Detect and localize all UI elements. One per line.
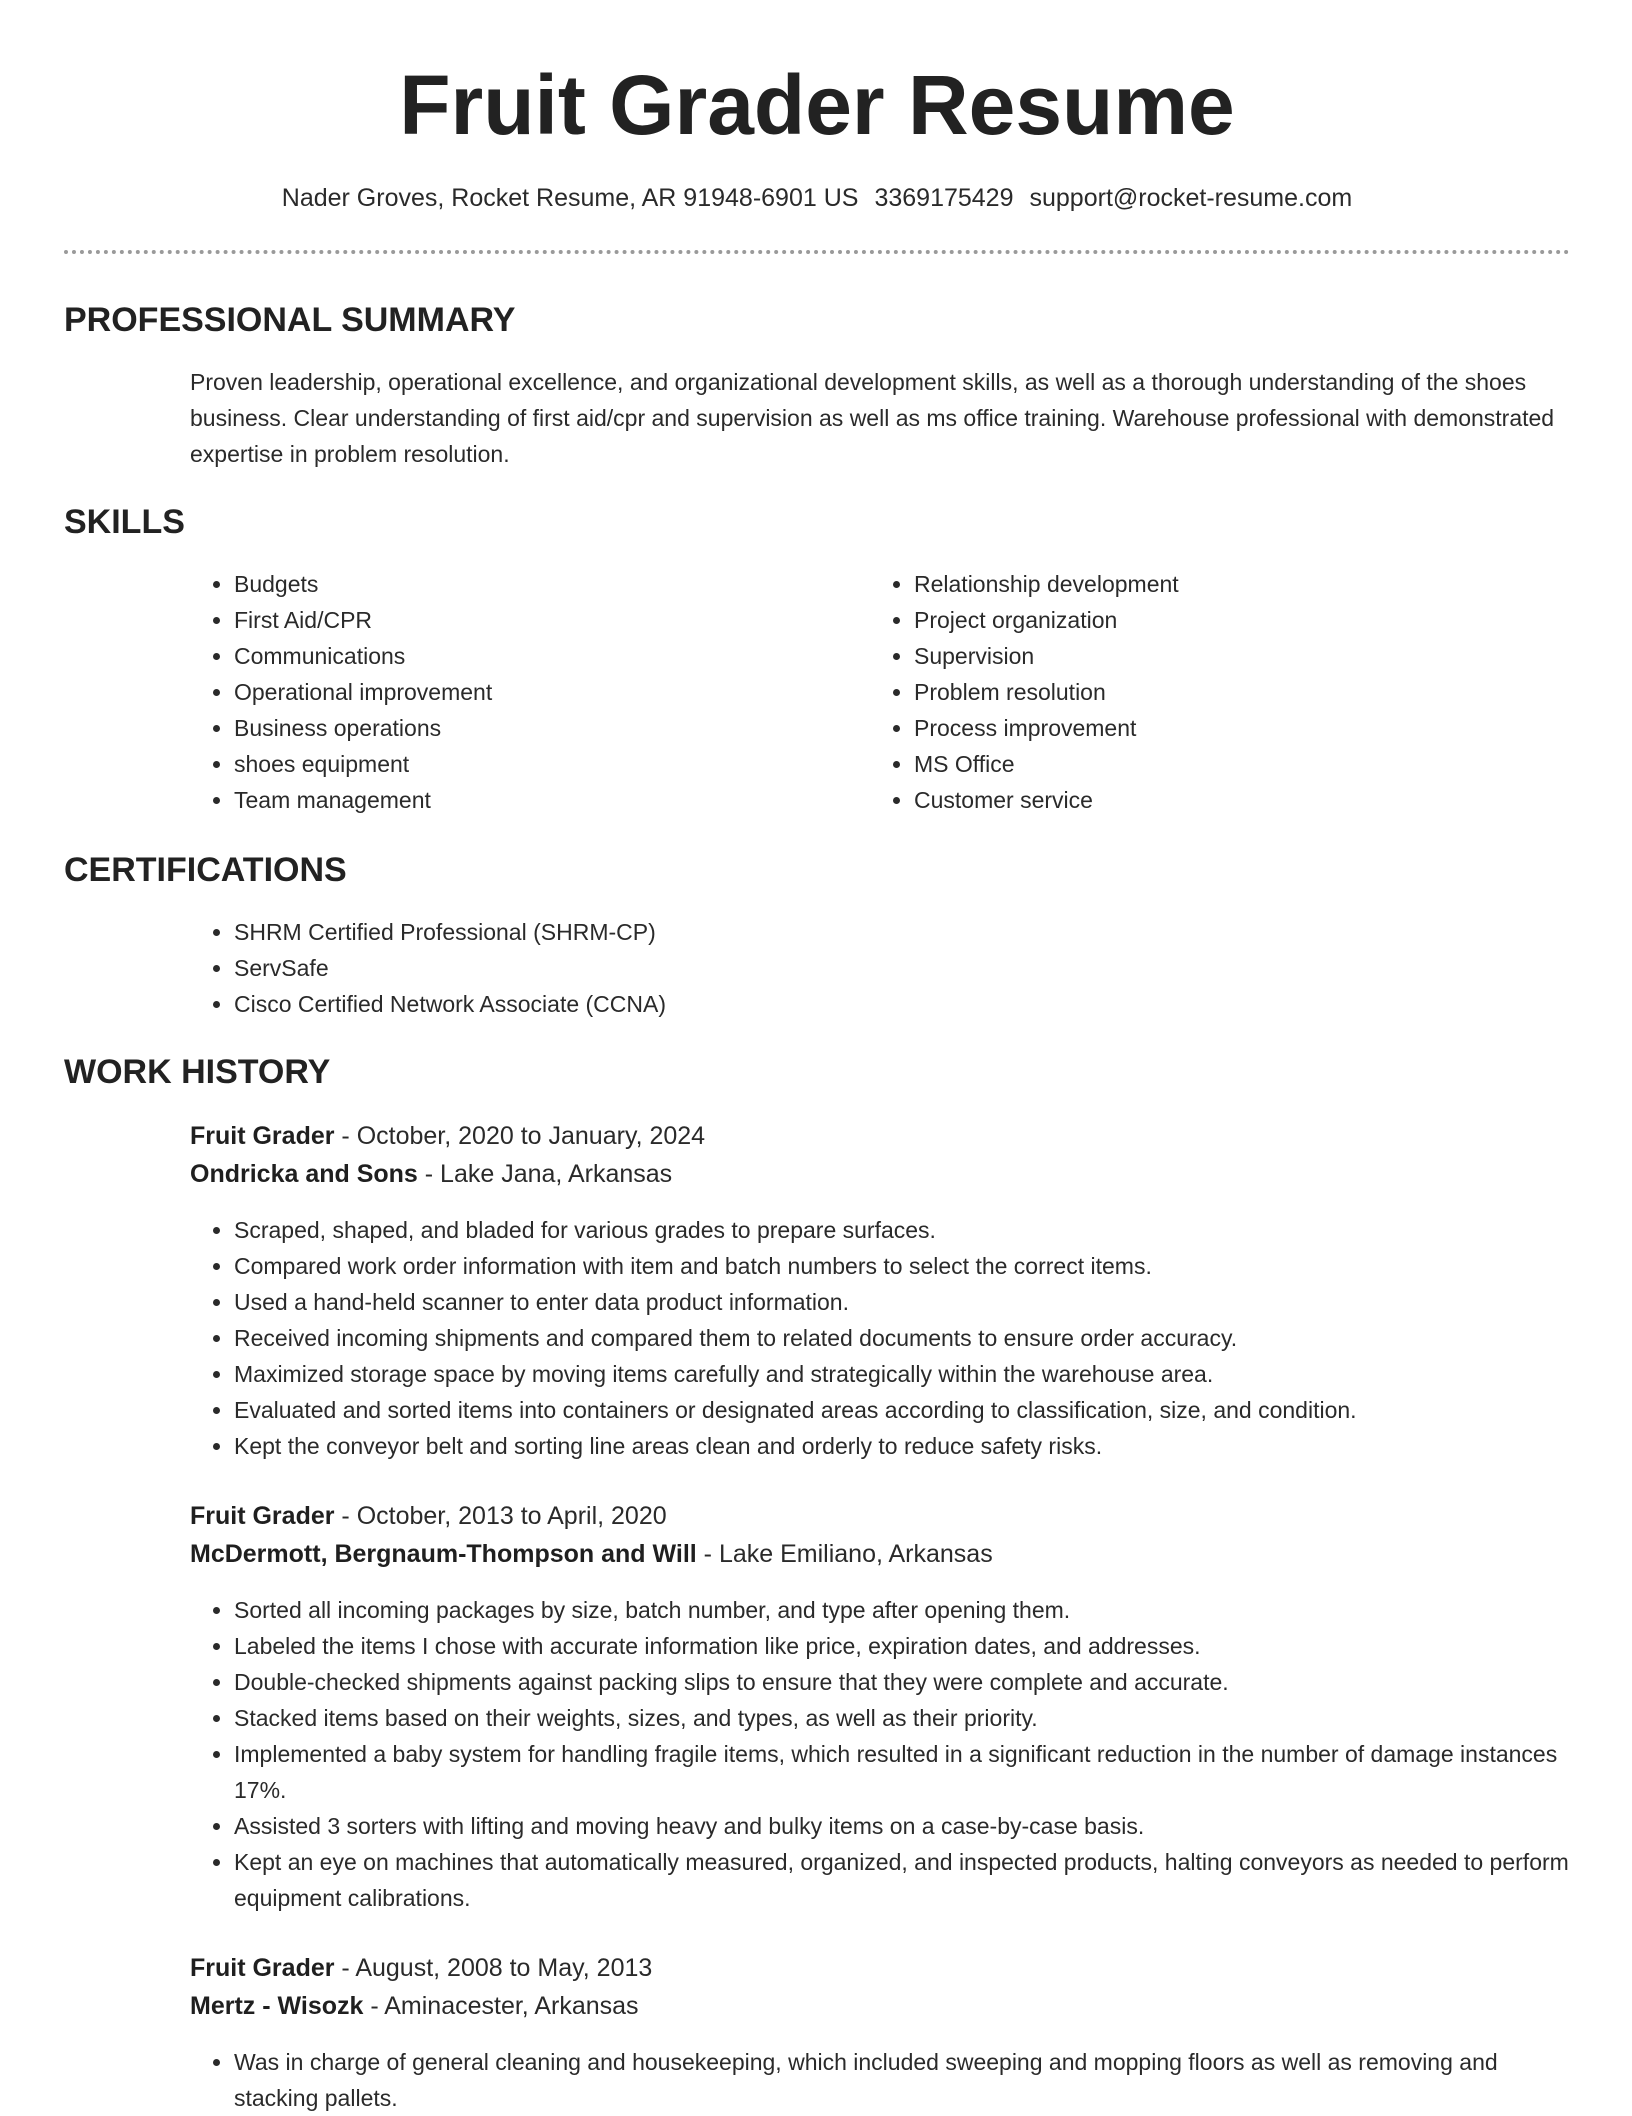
skill-item: • Budgets bbox=[234, 566, 834, 602]
job-bullets bbox=[190, 2044, 1570, 2116]
job-location: - Lake Emiliano, Arkansas bbox=[696, 1540, 993, 1568]
contact-line bbox=[64, 180, 1570, 216]
skill-item: • Communications bbox=[234, 638, 834, 674]
job-title-line bbox=[190, 1950, 652, 1986]
job-bullet: • Assisted 3 sorters with lifting and moving heavy and bulky items on a case-by-case basis. bbox=[234, 1808, 1570, 1844]
job-bullet: • Compared work order information with item and batch numbers to select the correct items. bbox=[234, 1248, 1570, 1284]
job-company-line bbox=[190, 1156, 672, 1192]
job-title: Fruit Grader bbox=[190, 1954, 335, 1982]
job-bullet: • Labeled the items I chose with accurate information like price, expiration dates, and addresses. bbox=[234, 1628, 1570, 1664]
job-bullet: • Maximized storage space by moving items carefully and strategically within the warehouse area. bbox=[234, 1356, 1570, 1392]
certification-item: • Cisco Certified Network Associate (CCNA) bbox=[234, 986, 1534, 1022]
job-bullets bbox=[190, 1212, 1570, 1464]
contact-phone: 3369175429 bbox=[874, 184, 1014, 212]
job-location: - Aminacester, Arkansas bbox=[363, 1992, 639, 2020]
job-bullet: • Sorted all incoming packages by size, batch number, and type after opening them. bbox=[234, 1592, 1570, 1628]
contact-address: Nader Groves, Rocket Resume, AR 91948-6901 US bbox=[281, 184, 859, 212]
job-bullet: • Stacked items based on their weights, sizes, and types, as well as their priority. bbox=[234, 1700, 1570, 1736]
skill-item: • First Aid/CPR bbox=[234, 602, 834, 638]
skill-item: • Customer service bbox=[914, 782, 1514, 818]
job-bullet: • Double-checked shipments against packing slips to ensure that they were complete and accurate. bbox=[234, 1664, 1570, 1700]
skills-heading: SKILLS bbox=[64, 503, 185, 541]
summary-heading: PROFESSIONAL SUMMARY bbox=[64, 301, 516, 339]
job-company-line bbox=[190, 1988, 639, 2024]
job-bullet: • Scraped, shaped, and bladed for various grades to prepare surfaces. bbox=[234, 1212, 1570, 1248]
job-bullet: • Evaluated and sorted items into containers or designated areas according to classification, size, and condition. bbox=[234, 1392, 1570, 1428]
job-bullet: • Implemented a baby system for handling fragile items, which resulted in a significant reduction in the number of damage instances 17%. bbox=[234, 1736, 1570, 1808]
skill-item: • Process improvement bbox=[914, 710, 1514, 746]
job-bullet: • Kept the conveyor belt and sorting line areas clean and orderly to reduce safety risks. bbox=[234, 1428, 1570, 1464]
job-company: McDermott, Bergnaum-Thompson and Will bbox=[190, 1540, 697, 1568]
job-bullet: • Kept an eye on machines that automatically measured, organized, and inspected products, halting conveyors as needed to perform equipment calibrations. bbox=[234, 1844, 1570, 1916]
job-dates: - October, 2020 to January, 2024 bbox=[334, 1122, 706, 1150]
work-history-heading: WORK HISTORY bbox=[64, 1053, 331, 1091]
job-bullet: • Received incoming shipments and compared them to related documents to ensure order accuracy. bbox=[234, 1320, 1570, 1356]
skill-item: • Project organization bbox=[914, 602, 1514, 638]
job-company: Ondricka and Sons bbox=[190, 1160, 418, 1188]
job-title-line bbox=[190, 1118, 705, 1154]
job-bullets bbox=[190, 1592, 1570, 1916]
job-title-line bbox=[190, 1498, 667, 1534]
certifications-list bbox=[190, 914, 1534, 1022]
summary-text: Proven leadership, operational excellence, and organizational development skills, as well as a thorough understanding of the shoes business. Clear understanding of first aid/cpr and supervision as well as ms office training. Warehouse professional with demonstrated expertise in problem resolution. bbox=[190, 369, 1555, 467]
contact-email[interactable]: support@rocket-resume.com bbox=[1029, 184, 1353, 212]
skill-item: • Team management bbox=[234, 782, 834, 818]
skills-list-right bbox=[870, 566, 1514, 818]
skills-list-left bbox=[190, 566, 834, 818]
skill-item: • Business operations bbox=[234, 710, 834, 746]
skill-item: • Supervision bbox=[914, 638, 1514, 674]
job-dates: - October, 2013 to April, 2020 bbox=[334, 1502, 667, 1530]
resume-title: Fruit Grader Resume bbox=[399, 58, 1235, 152]
job-title: Fruit Grader bbox=[190, 1502, 335, 1530]
job-company: Mertz - Wisozk bbox=[190, 1992, 364, 2020]
certification-item: • ServSafe bbox=[234, 950, 1534, 986]
job-company-line bbox=[190, 1536, 993, 1572]
certifications-heading: CERTIFICATIONS bbox=[64, 851, 347, 889]
skill-item: • Problem resolution bbox=[914, 674, 1514, 710]
job-bullet: • Was in charge of general cleaning and housekeeping, which included sweeping and mopping floors as well as removing and stacking pallets. bbox=[234, 2044, 1570, 2116]
skill-item: • Relationship development bbox=[914, 566, 1514, 602]
certification-item: • SHRM Certified Professional (SHRM-CP) bbox=[234, 914, 1534, 950]
dotted-divider bbox=[64, 250, 1570, 254]
skill-item: • MS Office bbox=[914, 746, 1514, 782]
skill-item: • shoes equipment bbox=[234, 746, 834, 782]
job-dates: - August, 2008 to May, 2013 bbox=[334, 1954, 653, 1982]
job-location: - Lake Jana, Arkansas bbox=[417, 1160, 673, 1188]
skill-item: • Operational improvement bbox=[234, 674, 834, 710]
job-bullet: • Used a hand-held scanner to enter data product information. bbox=[234, 1284, 1570, 1320]
job-title: Fruit Grader bbox=[190, 1122, 335, 1150]
